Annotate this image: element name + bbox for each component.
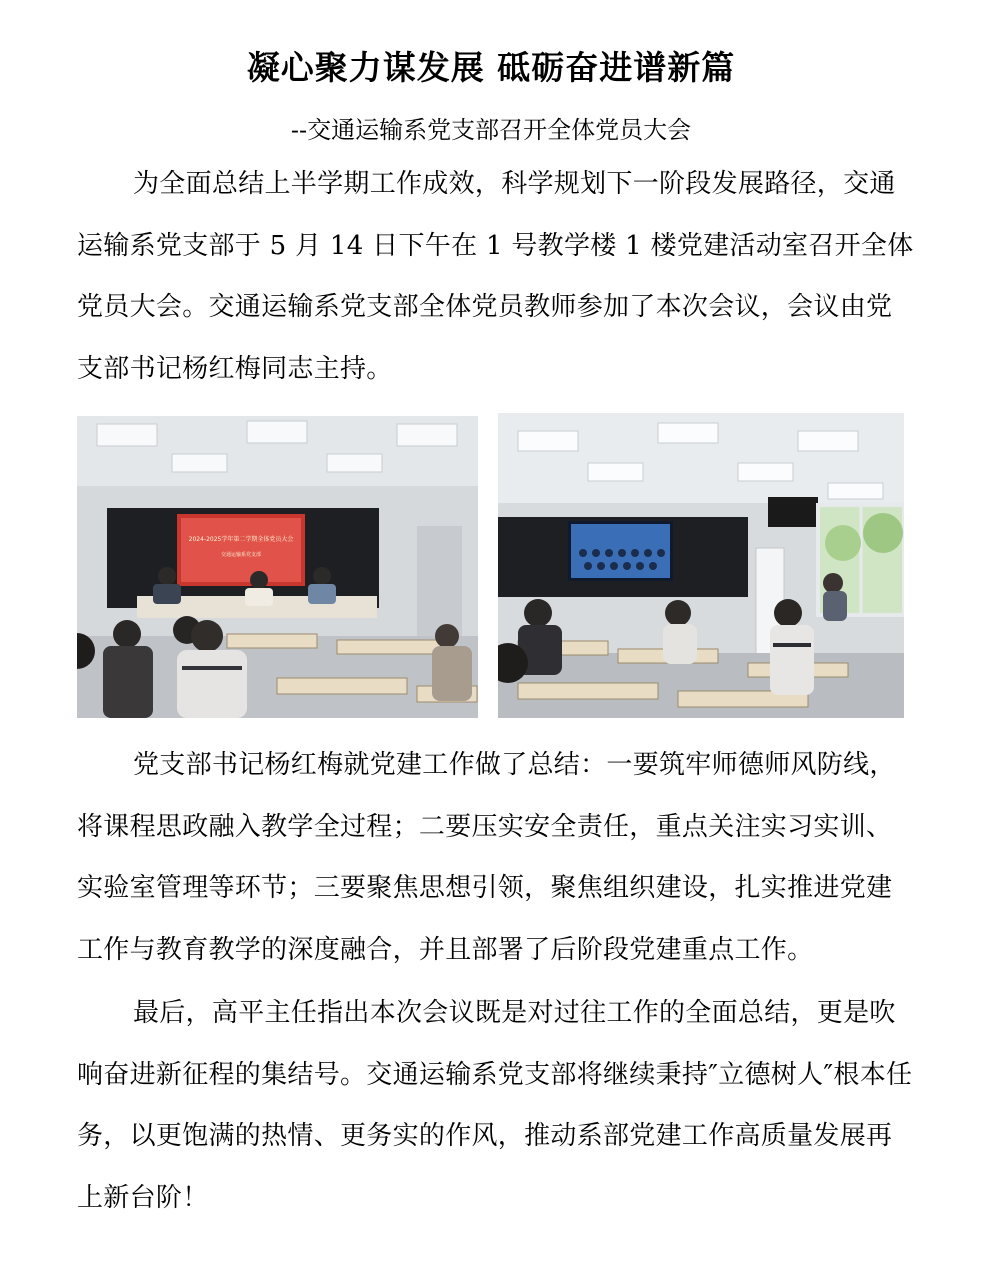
meeting-photo-front (77, 416, 478, 718)
paragraph-closing: 最后，高平主任指出本次会议既是对过往工作的全面总结，更是吹响奋进新征程的集结号。交通运输系党支部将继续秉持″立德树人″根本任务，以更饱满的热情、更务实的作风，推动系部党建工作高质量发展再上新台阶！ (77, 998, 913, 1213)
paragraph-intro: 为全面总结上半学期工作成效，科学规划下一阶段发展路径，交通运输系党支部于 5 月 14 日下午在 1 号教学楼 1 楼党建活动室召开全体党员大会。交通运输系党支部全体党员教师参加了本次会议，会议由党支部书记杨红梅同志主持。 (77, 169, 914, 384)
meeting-photo-side-illustration (498, 413, 904, 718)
document-subtitle: --交通运输系党支部召开全体党员大会 (290, 116, 692, 144)
screen-line-2: 交通运输系党支部 (220, 552, 262, 558)
meeting-photo-side (498, 413, 904, 718)
paragraph-summary: 党支部书记杨红梅就党建工作做了总结：一要筑牢师德师风防线，将课程思政融入教学全过程；二要压实安全责任，重点关注实习实训、实验室管理等环节；三要聚焦思想引领，聚焦组织建设，扎实推进党建工作与教育教学的深度融合，并且部署了后阶段党建重点工作。 (77, 750, 896, 965)
screen-line-1: 2024-2025学年第二学期全体党员大会 (188, 536, 294, 543)
document-title: 凝心聚力谋发展 砥砺奋进谱新篇 (246, 48, 736, 87)
meeting-photo-front-illustration (77, 416, 478, 718)
